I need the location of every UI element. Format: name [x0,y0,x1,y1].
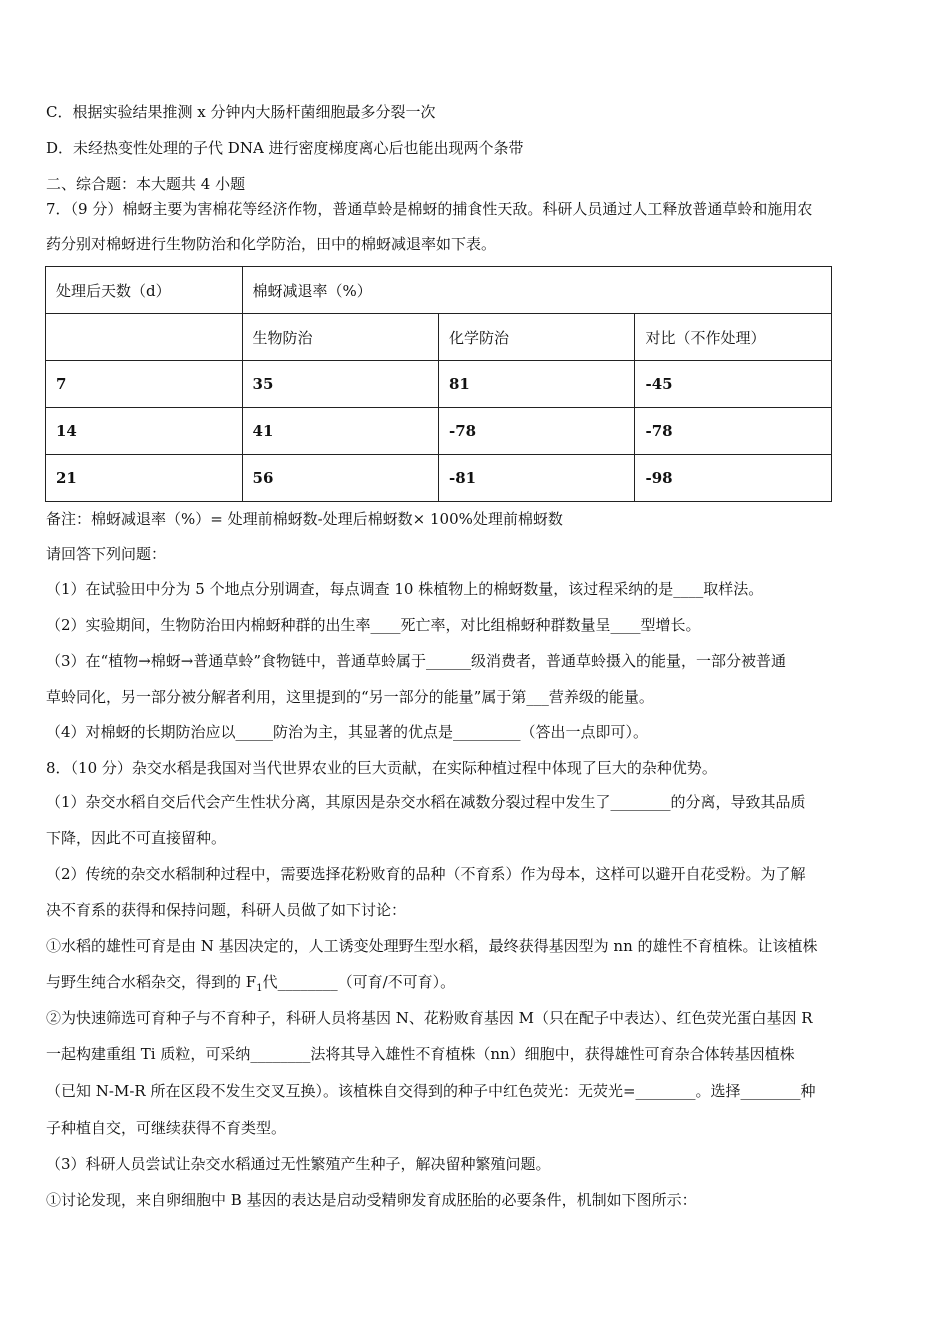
question-8-2-item-2-line-1: ②为快速筛选可育种子与不育种子，科研人员将基因 N、花粉败育基因 M（只在配子中表达）、红色荧光蛋白基因 R [46,1009,813,1027]
table-header-row [46,267,832,314]
question-7-line-1: 7．（9 分）棉蚜主要为害棉花等经济作物，普通草蛉是棉蚜的捕食性天敌。科研人员通过人工释放普通草蛉和施用农 [46,200,813,218]
question-8-2-line-2: 决不育系的获得和保持问题，科研人员做了如下讨论： [46,901,407,919]
question-8-2-line-1: （2）传统的杂交水稻制种过程中，需要选择花粉败育的品种（不育系）作为母本，这样可以避开自花受粉。为了解 [46,865,806,883]
table-row [46,455,832,502]
table-cell: 81 [439,361,635,408]
table-cell: 生物防治 [242,314,438,361]
table-note: 备注：棉蚜减退率（%）= 处理前棉蚜数-处理后棉蚜数× 100%处理前棉蚜数 [46,510,563,528]
table-cell: 7 [46,361,243,408]
table-cell [46,314,243,361]
instruction: 请回答下列问题： [46,545,167,563]
table-cell: -78 [439,408,635,455]
table-cell: 21 [46,455,243,502]
table-row [46,361,832,408]
table-cell: 对比（不作处理） [635,314,832,361]
table-cell: 14 [46,408,243,455]
table-row [46,408,832,455]
question-8-2-item-2-line-3: （已知 N-M-R 所在区段不发生交叉互换）。该植株自交得到的种子中红色荧光：无荧光=________。选择________种 [46,1082,816,1100]
question-8: 8．（10 分）杂交水稻是我国对当代世界农业的巨大贡献，在实际种植过程中体现了巨大的杂种优势。 [46,759,717,777]
question-8-2-item-2-line-4: 子种植自交，可继续获得不育类型。 [46,1119,287,1137]
table-cell: -45 [635,361,832,408]
option-c: C．根据实验结果推测 x 分钟内大肠杆菌细胞最多分裂一次 [46,103,436,121]
table-cell: 35 [242,361,438,408]
table-cell: 化学防治 [439,314,635,361]
question-8-1-line-1: （1）杂交水稻自交后代会产生性状分离，其原因是杂交水稻在减数分裂过程中发生了________的分离，导致其品质 [46,793,806,811]
question-7-3-line-2: 草蛉同化，另一部分被分解者利用，这里提到的“另一部分的能量”属于第___营养级的能量。 [46,688,654,706]
question-8-2-item-1-line-1: ①水稻的雄性可育是由 N 基因决定的，人工诱变处理野生型水稻，最终获得基因型为 nn 的雄性不育植株。让该植株 [46,937,818,955]
question-7-2: （2）实验期间，生物防治田内棉蚜种群的出生率____死亡率，对比组棉蚜种群数量呈____型增长。 [46,616,701,634]
table-header-rate: 棉蚜减退率（%） [242,267,831,314]
question-7-1: （1）在试验田中分为 5 个地点分别调查，每点调查 10 株植物上的棉蚜数量，该过程采纳的是____取样法。 [46,580,764,598]
table-cell: -98 [635,455,832,502]
table-cell: -81 [439,455,635,502]
question-8-2-item-1-line-2 [46,971,455,1000]
table-subheader-row [46,314,832,361]
table-cell: 56 [242,455,438,502]
question-8-1-line-2: 下降，因此不可直接留种。 [46,829,227,847]
option-d: D．未经热变性处理的子代 DNA 进行密度梯度离心后也能出现两个条带 [46,139,524,157]
subscript-1: 1 [256,983,263,994]
question-7-line-2: 药分别对棉蚜进行生物防治和化学防治，田中的棉蚜减退率如下表。 [46,235,497,253]
question-8-3: （3）科研人员尝试让杂交水稻通过无性繁殖产生种子，解决留种繁殖问题。 [46,1155,551,1173]
table-header-days: 处理后天数（d） [46,267,243,314]
question-7-4: （4）对棉蚜的长期防治应以_____防治为主，其显著的优点是_________（答出一点即可）。 [46,723,649,741]
item-1-text-post: 代________（可育/不可育）。 [262,973,456,991]
table-cell: 41 [242,408,438,455]
question-8-3-item-1: ①讨论发现，来自卵细胞中 B 基因的表达是启动受精卵发育成胚胎的必要条件，机制如下图所示： [46,1191,697,1209]
question-7-3-line-1: （3）在“植物→棉蚜→普通草蛉”食物链中，普通草蛉属于______级消费者，普通草蛉摄入的能量，一部分被普通 [46,652,787,670]
table-cell: -78 [635,408,832,455]
question-8-2-item-2-line-2: 一起构建重组 Ti 质粒，可采纳________法将其导入雄性不育植株（nn）细胞中，获得雄性可育杂合体转基因植株 [46,1045,795,1063]
item-1-text-pre: 与野生纯合水稻杂交，得到的 F [46,973,257,991]
aphid-reduction-table [45,266,832,502]
section-heading: 二、综合题：本大题共 4 小题 [46,175,246,193]
